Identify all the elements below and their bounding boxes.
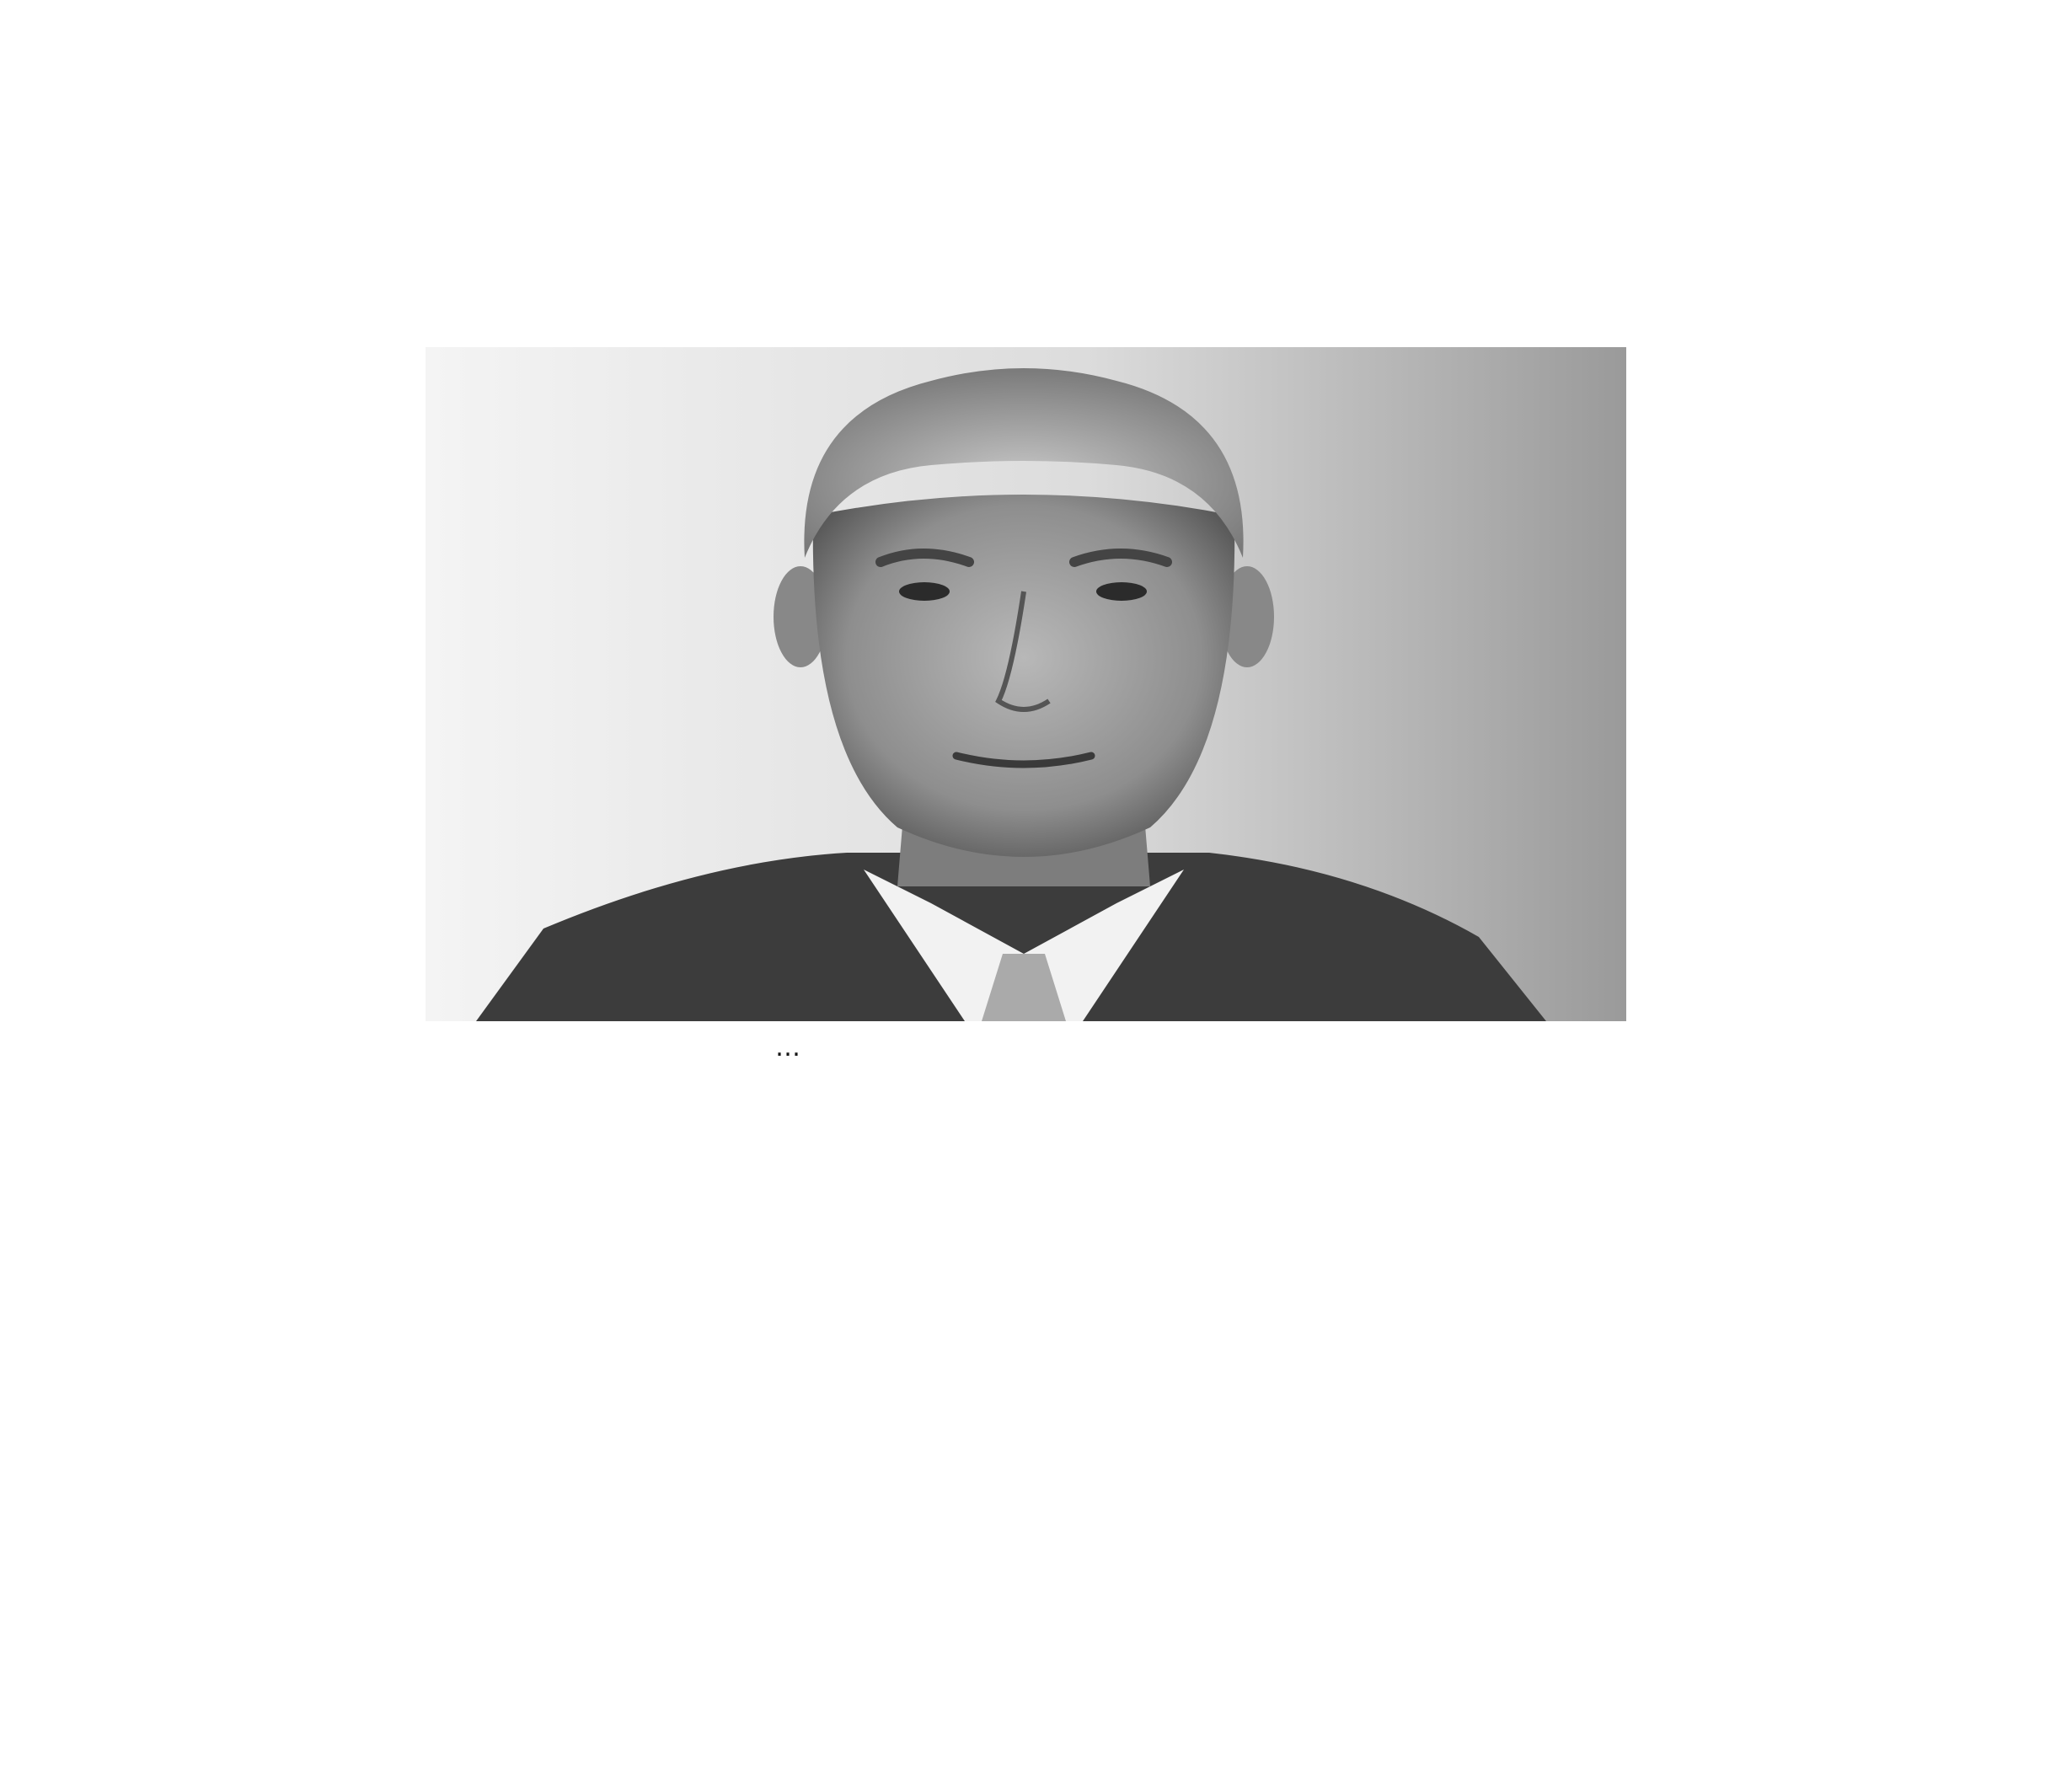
article-column-4: … (775, 1033, 800, 1062)
portrait-photo (426, 347, 1626, 1021)
article-column-3 (838, 1032, 1213, 1750)
article-column-1 (1649, 341, 2032, 1750)
article-column-2 (1251, 1032, 1626, 1750)
